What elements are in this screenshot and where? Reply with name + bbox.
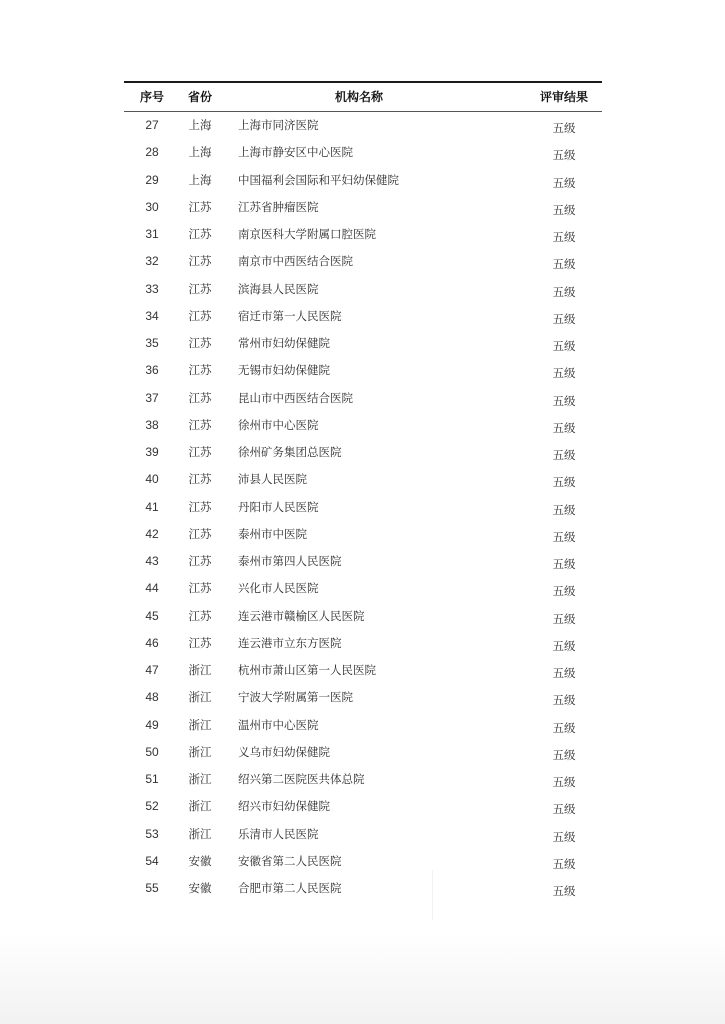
table-row <box>124 494 602 521</box>
header-province: 省份 <box>187 90 212 104</box>
row-name: 宿迁市第一人民医院 <box>238 308 342 323</box>
scan-artifact-line <box>432 870 433 920</box>
row-province: 浙江 <box>188 799 212 814</box>
row-no: 31 <box>145 227 159 241</box>
row-province: 江苏 <box>188 581 212 596</box>
row-no: 36 <box>145 363 159 378</box>
table-row <box>124 739 602 766</box>
row-result: 五级 <box>552 121 576 135</box>
table-row <box>124 167 602 194</box>
row-no: 51 <box>145 772 159 786</box>
table-body <box>124 112 602 902</box>
row-province: 上海 <box>188 145 212 160</box>
row-result: 五级 <box>552 638 576 653</box>
row-no: 28 <box>145 145 159 160</box>
table-row <box>124 303 602 330</box>
row-name: 宁波大学附属第一医院 <box>238 690 353 705</box>
table-row <box>124 766 602 793</box>
row-result: 五级 <box>552 311 576 326</box>
row-name: 乐清市人民医院 <box>238 826 319 841</box>
row-no: 55 <box>145 881 159 895</box>
row-no: 33 <box>145 281 159 296</box>
row-result: 五级 <box>552 529 576 544</box>
row-province: 浙江 <box>188 826 212 841</box>
header-result: 评审结果 <box>539 90 588 104</box>
row-result: 五级 <box>552 257 576 272</box>
table-row <box>124 221 602 248</box>
row-name: 泰州市第四人民医院 <box>238 554 342 568</box>
table-row <box>124 330 602 357</box>
header-no: 序号 <box>139 90 164 104</box>
row-name: 泰州市中医院 <box>238 526 307 541</box>
row-province: 江苏 <box>188 417 212 432</box>
row-name: 绍兴市妇幼保健院 <box>238 799 330 814</box>
row-province: 浙江 <box>188 717 212 732</box>
table-row <box>124 548 602 575</box>
row-result: 五级 <box>552 829 576 844</box>
row-no: 34 <box>145 308 159 323</box>
row-name: 常州市妇幼保健院 <box>238 336 330 350</box>
row-no: 48 <box>145 690 159 705</box>
row-result: 五级 <box>552 175 576 190</box>
row-no: 35 <box>145 336 159 350</box>
row-name: 连云港市立东方医院 <box>238 635 342 650</box>
table-row <box>124 357 602 384</box>
row-result: 五级 <box>552 884 576 898</box>
row-province: 江苏 <box>188 390 212 405</box>
row-name: 徐州市中心医院 <box>238 417 319 432</box>
row-result: 五级 <box>552 611 576 626</box>
row-no: 46 <box>145 635 159 650</box>
row-result: 五级 <box>552 420 576 435</box>
table-row <box>124 112 602 139</box>
row-province: 江苏 <box>188 227 212 241</box>
row-name: 上海市静安区中心医院 <box>238 145 353 160</box>
row-province: 江苏 <box>188 499 212 514</box>
row-no: 38 <box>145 417 159 432</box>
row-result: 五级 <box>552 666 576 680</box>
row-name: 杭州市萧山区第一人民医院 <box>238 663 376 677</box>
row-result: 五级 <box>552 393 576 408</box>
table-row <box>124 276 602 303</box>
header-name: 机构名称 <box>334 90 383 104</box>
row-name: 沛县人民医院 <box>238 472 307 487</box>
row-no: 32 <box>145 254 159 269</box>
table-row <box>124 848 602 875</box>
row-result: 五级 <box>552 339 576 353</box>
row-no: 30 <box>145 199 159 214</box>
row-result: 五级 <box>552 802 576 817</box>
row-province: 江苏 <box>188 635 212 650</box>
row-result: 五级 <box>552 747 576 762</box>
row-province: 浙江 <box>188 690 212 705</box>
row-name: 南京市中西医结合医院 <box>238 254 353 269</box>
table-row <box>124 821 602 848</box>
row-province: 浙江 <box>188 663 212 677</box>
table-row <box>124 385 602 412</box>
row-province: 江苏 <box>188 554 212 568</box>
row-name: 合肥市第二人民医院 <box>238 881 342 895</box>
row-no: 42 <box>145 526 159 541</box>
row-result: 五级 <box>552 148 576 163</box>
row-result: 五级 <box>552 202 576 217</box>
row-province: 浙江 <box>188 772 212 786</box>
row-name: 上海市同济医院 <box>238 118 319 132</box>
row-result: 五级 <box>552 584 576 599</box>
table-row <box>124 684 602 711</box>
row-name: 徐州矿务集团总医院 <box>238 445 342 459</box>
row-no: 52 <box>145 799 159 814</box>
table-row <box>124 630 602 657</box>
row-result: 五级 <box>552 720 576 735</box>
row-result: 五级 <box>552 230 576 244</box>
row-name: 绍兴第二医院医共体总院 <box>238 772 365 786</box>
row-no: 53 <box>145 826 159 841</box>
row-no: 54 <box>145 853 159 868</box>
table-row <box>124 575 602 602</box>
row-no: 41 <box>145 499 159 514</box>
table-row <box>124 439 602 466</box>
row-province: 上海 <box>188 172 212 187</box>
row-name: 义乌市妇幼保健院 <box>238 744 330 759</box>
row-name: 温州市中心医院 <box>238 717 319 732</box>
row-name: 滨海县人民医院 <box>238 281 319 296</box>
table-row <box>124 657 602 684</box>
row-province: 江苏 <box>188 308 212 323</box>
row-name: 江苏省肿瘤医院 <box>238 199 319 214</box>
row-result: 五级 <box>552 448 576 462</box>
row-province: 安徽 <box>188 853 212 868</box>
row-name: 兴化市人民医院 <box>238 581 319 596</box>
row-no: 37 <box>145 390 159 405</box>
row-no: 49 <box>145 717 159 732</box>
table-row <box>124 875 602 902</box>
row-result: 五级 <box>552 284 576 299</box>
row-name: 安徽省第二人民医院 <box>238 853 342 868</box>
table-row <box>124 194 602 221</box>
row-no: 44 <box>145 581 159 596</box>
row-result: 五级 <box>552 557 576 571</box>
row-result: 五级 <box>552 775 576 789</box>
row-province: 浙江 <box>188 744 212 759</box>
row-province: 江苏 <box>188 445 212 459</box>
table-row <box>124 139 602 166</box>
row-result: 五级 <box>552 693 576 708</box>
row-name: 中国福利会国际和平妇幼保健院 <box>238 172 399 187</box>
table-header <box>124 83 602 111</box>
row-province: 江苏 <box>188 199 212 214</box>
row-province: 江苏 <box>188 472 212 487</box>
row-province: 江苏 <box>188 608 212 623</box>
row-no: 45 <box>145 608 159 623</box>
row-no: 29 <box>145 172 159 187</box>
hospital-review-table <box>124 81 602 902</box>
row-province: 江苏 <box>188 526 212 541</box>
scan-bottom-shade <box>0 934 725 1024</box>
table-row <box>124 712 602 739</box>
table-row <box>124 793 602 820</box>
row-name: 连云港市赣榆区人民医院 <box>238 608 365 623</box>
row-province: 江苏 <box>188 336 212 350</box>
row-no: 27 <box>145 118 159 132</box>
row-province: 安徽 <box>188 881 212 895</box>
row-no: 43 <box>145 554 159 568</box>
row-province: 上海 <box>188 118 212 132</box>
table-row <box>124 412 602 439</box>
row-result: 五级 <box>552 366 576 381</box>
table-row <box>124 466 602 493</box>
row-no: 50 <box>145 744 159 759</box>
row-no: 39 <box>145 445 159 459</box>
row-name: 昆山市中西医结合医院 <box>238 390 353 405</box>
row-result: 五级 <box>552 502 576 517</box>
table-row <box>124 521 602 548</box>
row-no: 47 <box>145 663 159 677</box>
table-row <box>124 603 602 630</box>
table-row <box>124 248 602 275</box>
row-name: 丹阳市人民医院 <box>238 499 319 514</box>
row-name: 无锡市妇幼保健院 <box>238 363 330 378</box>
row-province: 江苏 <box>188 363 212 378</box>
row-result: 五级 <box>552 856 576 871</box>
row-result: 五级 <box>552 475 576 490</box>
row-no: 40 <box>145 472 159 487</box>
row-province: 江苏 <box>188 254 212 269</box>
row-name: 南京医科大学附属口腔医院 <box>238 227 376 241</box>
row-province: 江苏 <box>188 281 212 296</box>
